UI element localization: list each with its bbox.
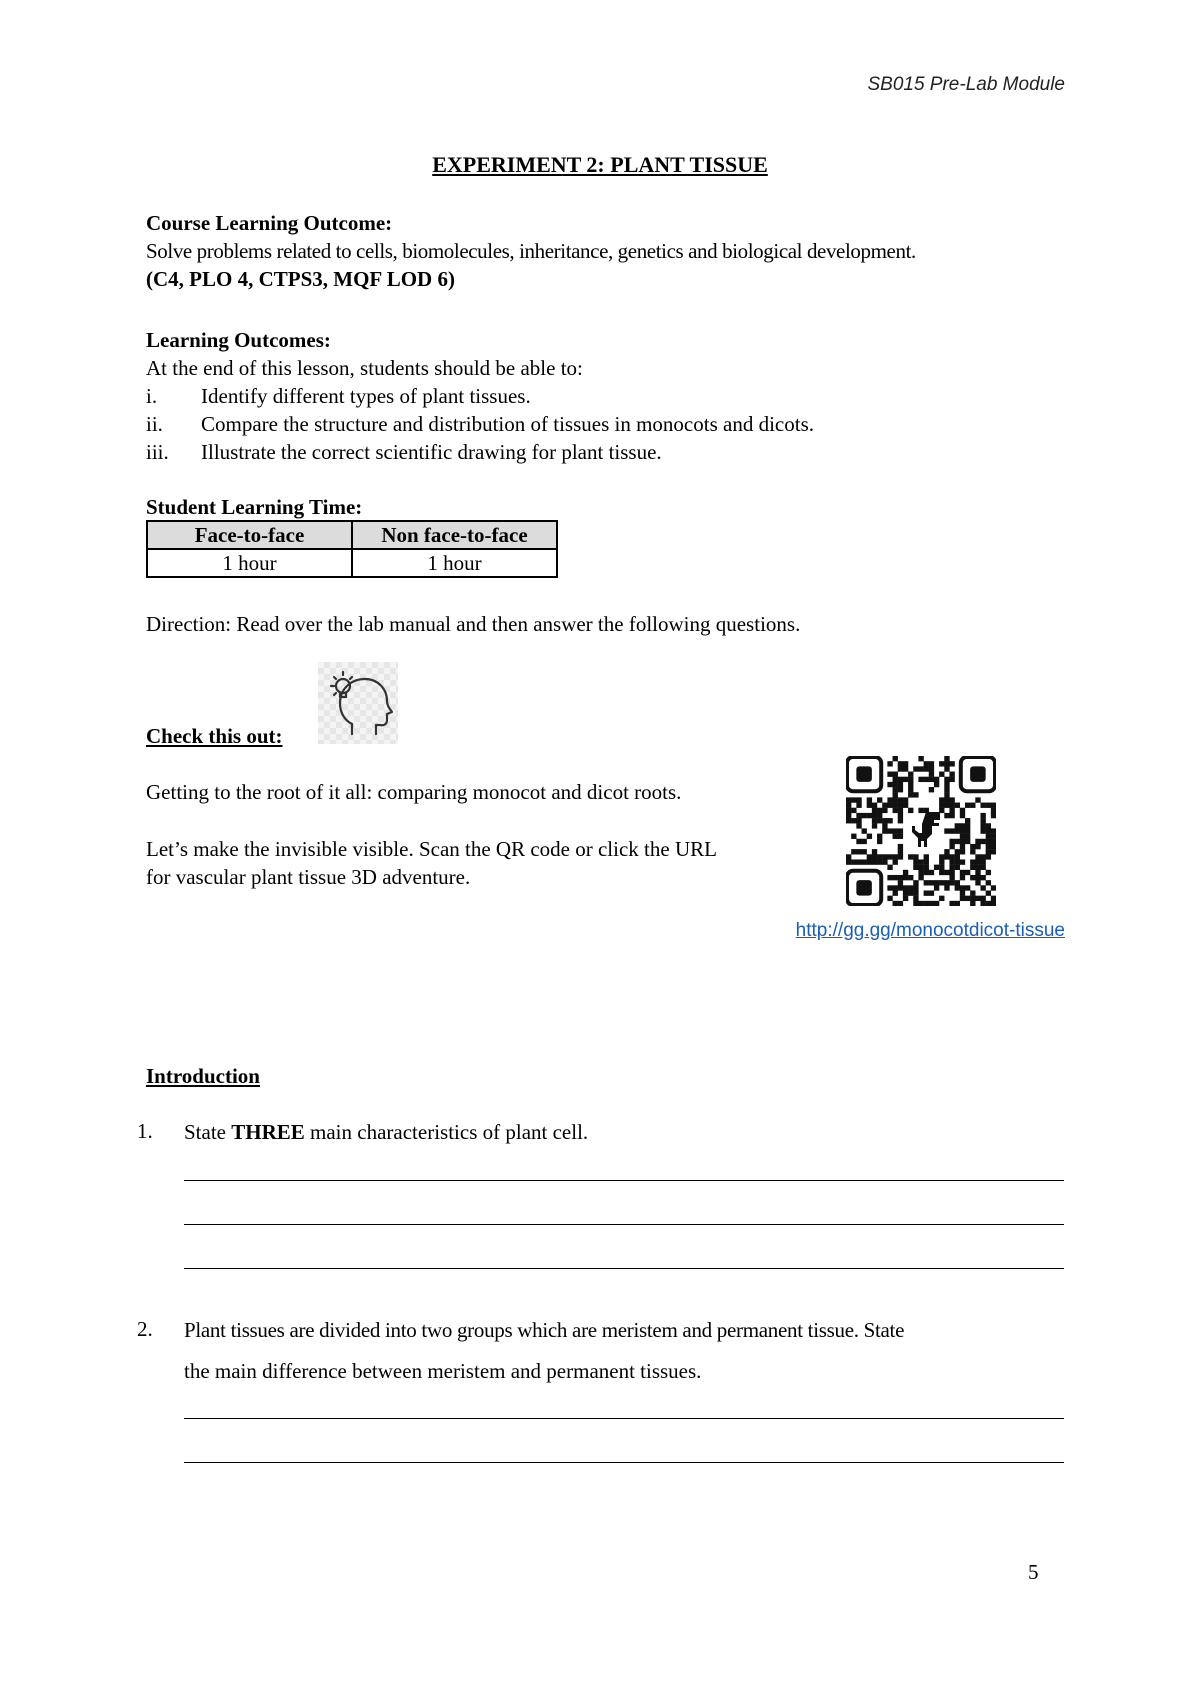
lo-item-number: i.: [146, 384, 158, 408]
lo-item-number: iii.: [146, 440, 169, 464]
question-1-number: 1.: [137, 1119, 153, 1143]
qr-code[interactable]: [846, 756, 996, 906]
question-2-line-2: the main difference between meristem and permanent tissues.: [184, 1359, 702, 1383]
page-number: 5: [1028, 1560, 1039, 1584]
check-line-1: Getting to the root of it all: comparing monocot and dicot roots.: [146, 780, 682, 804]
direction-text: Direction: Read over the lab manual and then answer the following questions.: [146, 612, 801, 636]
experiment-title: EXPERIMENT 2: PLANT TISSUE: [432, 152, 768, 177]
question-1-pre: State: [184, 1120, 232, 1144]
page-header: SB015 Pre-Lab Module: [867, 74, 1065, 95]
answer-line[interactable]: [184, 1224, 1064, 1225]
slt-value-f2f: 1 hour: [147, 549, 352, 577]
answer-line[interactable]: [184, 1268, 1064, 1269]
answer-line[interactable]: [184, 1418, 1064, 1419]
slt-header-f2f: Face-to-face: [147, 521, 352, 549]
question-1-emphasis: THREE: [231, 1120, 305, 1144]
question-1-post: main characteristics of plant cell.: [304, 1120, 589, 1144]
slt-heading: Student Learning Time:: [146, 495, 363, 519]
lo-heading: Learning Outcomes:: [146, 328, 331, 352]
check-line-2a: Let’s make the invisible visible. Scan the QR code or click the URL: [146, 837, 717, 861]
idea-head-icon: [318, 662, 398, 744]
clo-text: Solve problems related to cells, biomolecules, inheritance, genetics and biological development.: [146, 239, 916, 263]
lo-item: [146, 382, 531, 410]
introduction-heading: Introduction: [146, 1064, 260, 1088]
lo-item: [146, 438, 662, 466]
answer-line[interactable]: [184, 1180, 1064, 1181]
question-2-number: 2.: [137, 1317, 153, 1341]
clo-codes: (C4, PLO 4, CTPS3, MQF LOD 6): [146, 267, 455, 291]
answer-line[interactable]: [184, 1462, 1064, 1463]
lo-item: [146, 410, 814, 438]
check-line-2b: for vascular plant tissue 3D adventure.: [146, 865, 471, 889]
question-2-line-1: Plant tissues are divided into two groups which are meristem and permanent tissue. State: [184, 1318, 905, 1342]
clo-heading: Course Learning Outcome:: [146, 211, 393, 235]
check-heading: Check this out:: [146, 724, 283, 748]
slt-header-nf2f: Non face-to-face: [352, 521, 557, 549]
tissue-3d-link[interactable]: http://gg.gg/monocotdicot-tissue: [795, 920, 1065, 941]
lo-item-text: Compare the structure and distribution of tissues in monocots and dicots.: [201, 412, 814, 436]
slt-value-nf2f: 1 hour: [352, 549, 557, 577]
lo-item-text: Identify different types of plant tissues.: [201, 384, 531, 408]
slt-table: [146, 520, 558, 578]
lo-item-number: ii.: [146, 412, 163, 436]
lo-intro: At the end of this lesson, students should be able to:: [146, 356, 583, 380]
question-1-text: [184, 1112, 1064, 1153]
lo-item-text: Illustrate the correct scientific drawing for plant tissue.: [201, 440, 662, 464]
